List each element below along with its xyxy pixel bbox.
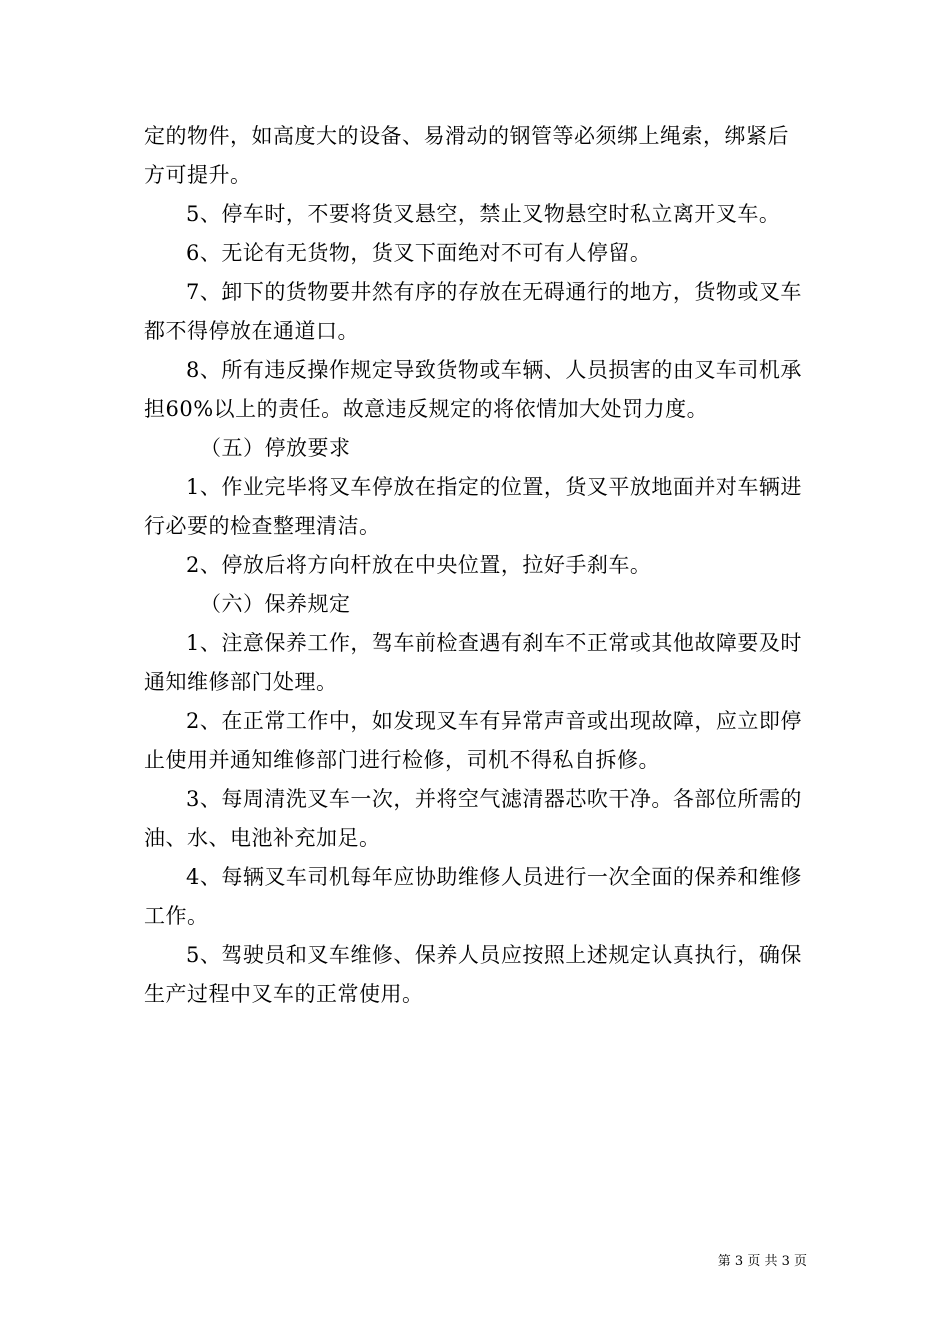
paragraph-item-8: 8、所有违反操作规定导致货物或车辆、人员损害的由叉车司机承担60%以上的责任。故意违反规定的将依情加大处罚力度。 [144, 358, 802, 421]
document-body [144, 117, 808, 1014]
section-heading-maintenance: （六）保养规定 [200, 592, 351, 616]
page-number-footer: 第 3 页 共 3 页 [717, 1254, 807, 1269]
paragraph-item-5: 5、停车时，不要将货叉悬空，禁止叉物悬空时私立离开叉车。 [186, 202, 781, 226]
paragraph-maintenance-2: 2、在正常工作中，如发现叉车有异常声音或出现故障，应立即停止使用并通知维修部门进行检修，司机不得私自拆修。 [144, 709, 802, 772]
paragraph-maintenance-1: 1、注意保养工作，驾车前检查遇有刹车不正常或其他故障要及时通知维修部门处理。 [144, 631, 802, 694]
paragraph-continuation: 定的物件，如高度大的设备、易滑动的钢管等必须绑上绳索，绑紧后方可提升。 [144, 124, 789, 187]
paragraph-parking-2: 2、停放后将方向杆放在中央位置，拉好手刹车。 [186, 553, 652, 577]
paragraph-maintenance-4: 4、每辆叉车司机每年应协助维修人员进行一次全面的保养和维修工作。 [144, 865, 802, 928]
paragraph-item-7: 7、卸下的货物要井然有序的存放在无碍通行的地方，货物或叉车都不得停放在通道口。 [144, 280, 802, 343]
paragraph-maintenance-5: 5、驾驶员和叉车维修、保养人员应按照上述规定认真执行，确保生产过程中叉车的正常使用。 [144, 943, 802, 1006]
section-heading-parking: （五）停放要求 [200, 436, 351, 460]
paragraph-item-6: 6、无论有无货物，货叉下面绝对不可有人停留。 [186, 241, 652, 265]
paragraph-maintenance-3: 3、每周清洗叉车一次，并将空气滤清器芯吹干净。各部位所需的油、水、电池补充加足。 [144, 787, 802, 850]
paragraph-parking-1: 1、作业完毕将叉车停放在指定的位置，货叉平放地面并对车辆进行必要的检查整理清洁。 [144, 475, 802, 538]
